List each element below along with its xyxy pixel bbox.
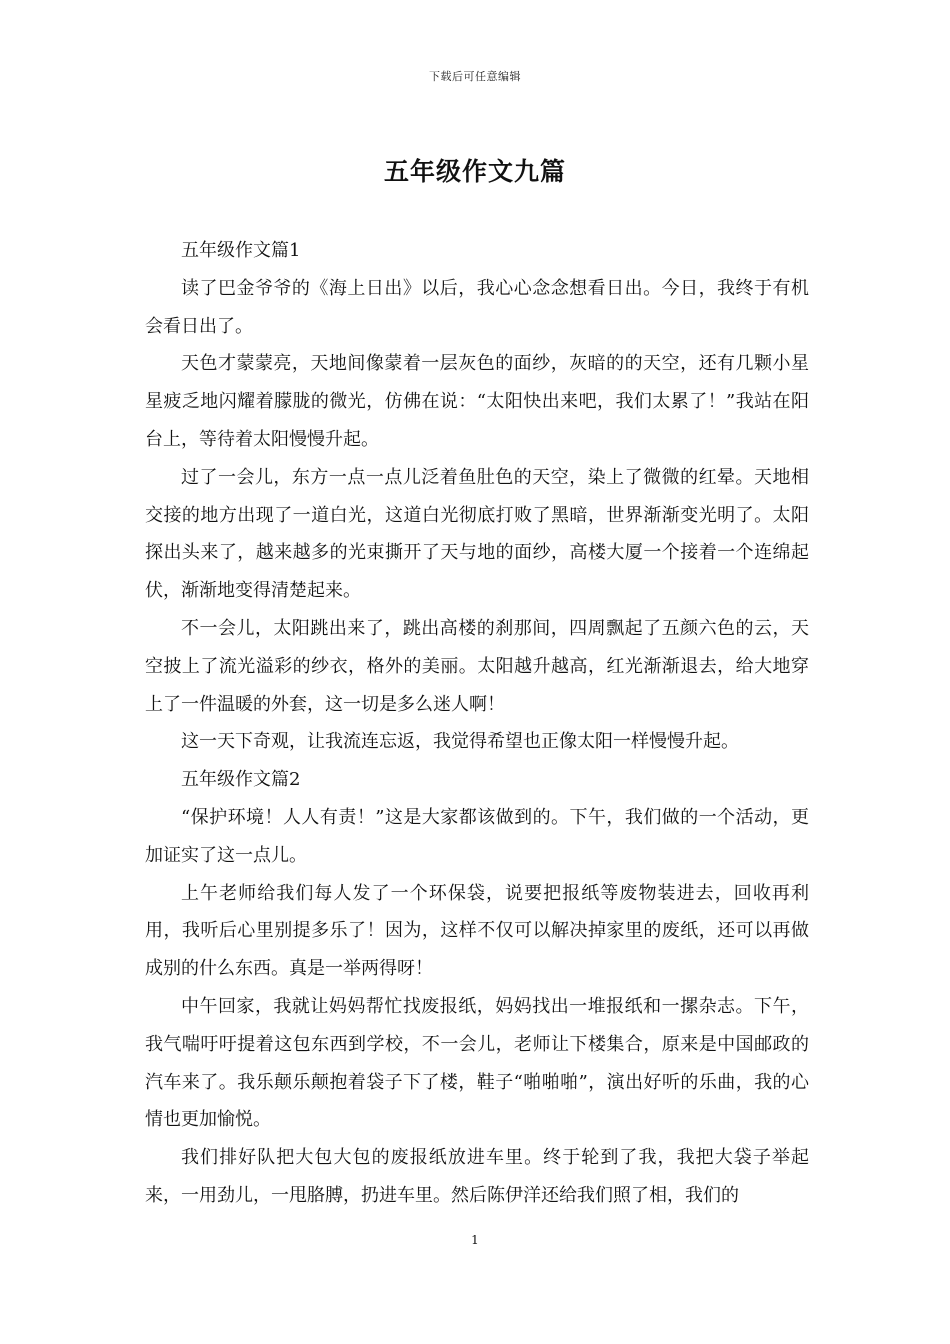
section-heading-1: 五年级作文篇1 xyxy=(181,240,301,261)
document-body xyxy=(145,232,809,1215)
page-number: 1 xyxy=(471,1233,479,1247)
paragraph: 不一会儿，太阳跳出来了，跳出高楼的刹那间，四周飘起了五颜六色的云，天空披上了流光溢彩的纱衣，格外的美丽。太阳越升越高，红光渐渐退去，给大地穿上了一件温暖的外套，这一切是多么迷人啊！ xyxy=(145,617,809,715)
section-heading-2: 五年级作文篇2 xyxy=(181,769,301,791)
paragraph: 中午回家，我就让妈妈帮忙找废报纸，妈妈找出一堆报纸和一摞杂志。下午，我气喘吁吁提着这包东西到学校，不一会儿，老师让下楼集合，原来是中国邮政的汽车来了。我乐颠乐颠抱着袋子下了楼，鞋子“啪啪啪”，演出好听的乐曲，我的心情也更加愉悦。 xyxy=(145,995,809,1131)
document-title: 五年级作文九篇 xyxy=(383,157,566,186)
paragraph: 我们排好队把大包大包的废报纸放进车里。终于轮到了我，我把大袋子举起来，一用劲儿，一甩胳膊，扔进车里。然后陈伊洋还给我们照了相，我们的 xyxy=(145,1147,809,1206)
header-note: 下载后可任意编辑 xyxy=(429,70,521,83)
paragraph: 读了巴金爷爷的《海上日出》以后，我心心念念想看日出。今日，我终于有机会看日出了。 xyxy=(145,277,809,337)
paragraph: 这一天下奇观，让我流连忘返，我觉得希望也正像太阳一样慢慢升起。 xyxy=(181,731,739,753)
paragraph: 天色才蒙蒙亮，天地间像蒙着一层灰色的面纱，灰暗的的天空，还有几颗小星星疲乏地闪耀着朦胧的微光，仿佛在说：“太阳快出来吧，我们太累了！”我站在阳台上，等待着太阳慢慢升起。 xyxy=(145,353,809,450)
paragraph: “保护环境！人人有责！”这是大家都该做到的。下午，我们做的一个活动，更加证实了这一点儿。 xyxy=(145,806,809,866)
paragraph: 过了一会儿，东方一点一点儿泛着鱼肚色的天空，染上了微微的红晕。天地相交接的地方出现了一道白光，这道白光彻底打败了黑暗，世界渐渐变光明了。太阳探出头来了，越来越多的光束撕开了天与地的面纱，高楼大厦一个接着一个连绵起伏，渐渐地变得清楚起来。 xyxy=(145,466,809,602)
paragraph: 上午老师给我们每人发了一个环保袋，说要把报纸等废物装进去，回收再利用，我听后心里别提多乐了！因为，这样不仅可以解决掉家里的废纸，还可以再做成别的什么东西。真是一举两得呀！ xyxy=(145,882,809,980)
